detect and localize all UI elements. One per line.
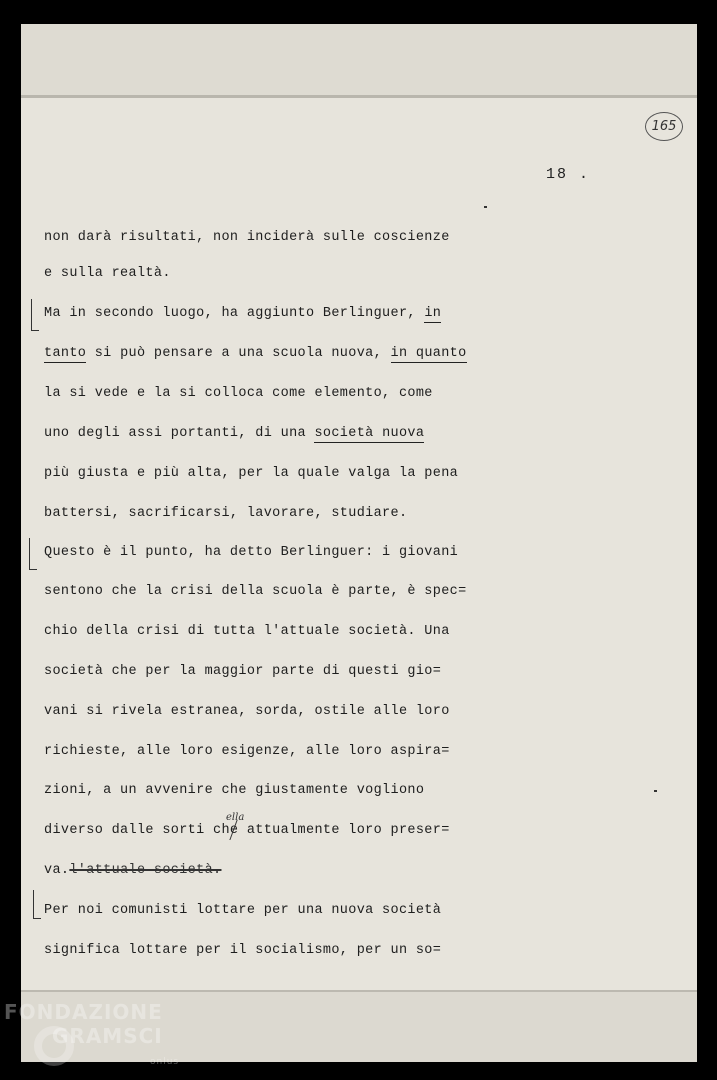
text-line: significa lottare per il socialismo, per un so=: [44, 943, 442, 958]
text-line: non darà risultati, non inciderà sulle coscienze: [44, 230, 450, 245]
text-line: la si vede e la si colloca come elemento, come: [44, 386, 433, 401]
margin-bracket-mark: [33, 890, 41, 919]
fondazione-gramsci-watermark: [4, 1000, 180, 1067]
text-line: Questo è il punto, ha detto Berlinguer: i giovani: [44, 545, 459, 560]
underlined-text: società nuova: [314, 426, 425, 441]
text-line: Per noi comunisti lottare per una nuova società: [44, 903, 442, 918]
archive-number-stamp: 165: [645, 112, 683, 141]
text-line: battersi, sacrificarsi, lavorare, studiare.: [44, 506, 408, 521]
watermark-line: GRAMSCI: [52, 1024, 163, 1048]
text-line: diverso dalle sorti che attualmente loro preser=: [44, 823, 450, 838]
scan-background-top: [21, 24, 697, 96]
handwritten-insertion: ella: [226, 812, 245, 823]
text-line: [44, 863, 221, 878]
text-segment: si può pensare a una scuola nuova,: [86, 346, 391, 361]
margin-bracket-mark: [31, 299, 39, 331]
watermark-line: FONDAZIONE: [4, 1000, 163, 1024]
margin-bracket-mark: [29, 538, 37, 570]
text-line: società che per la maggior parte di questi gio=: [44, 664, 442, 679]
text-segment: Ma in secondo luogo, ha aggiunto Berlinguer,: [44, 306, 425, 321]
paper-bottom-edge: [21, 990, 697, 992]
text-line: vani si rivela estranea, sorda, ostile alle loro: [44, 704, 450, 719]
text-line: più giusta e più alta, per la quale valga la pena: [44, 466, 459, 481]
text-line: richieste, alle loro esigenze, alle loro aspira=: [44, 744, 450, 759]
page-number: 18 .: [546, 166, 591, 183]
underlined-text: tanto: [44, 346, 87, 361]
stray-mark: [484, 206, 487, 208]
text-line: sentono che la crisi della scuola è parte, è spec=: [44, 584, 467, 599]
text-line: zioni, a un avvenire che giustamente vogliono: [44, 783, 425, 798]
struck-out-text: l'attuale società.: [69, 863, 222, 878]
watermark-suffix: onlus: [150, 1057, 180, 1067]
text-segment: uno degli assi portanti, di una: [44, 426, 315, 441]
text-line: [44, 426, 424, 441]
text-line: [44, 346, 467, 361]
underlined-text: in quanto: [390, 346, 467, 361]
underlined-text: in: [424, 306, 442, 321]
text-line: [44, 306, 441, 321]
text-line: chio della crisi di tutta l'attuale società. Una: [44, 624, 450, 639]
stray-mark: [654, 790, 657, 792]
text-segment: va.: [44, 863, 70, 878]
text-line: e sulla realtà.: [44, 266, 171, 281]
watermark-g-logo: [34, 1026, 74, 1066]
